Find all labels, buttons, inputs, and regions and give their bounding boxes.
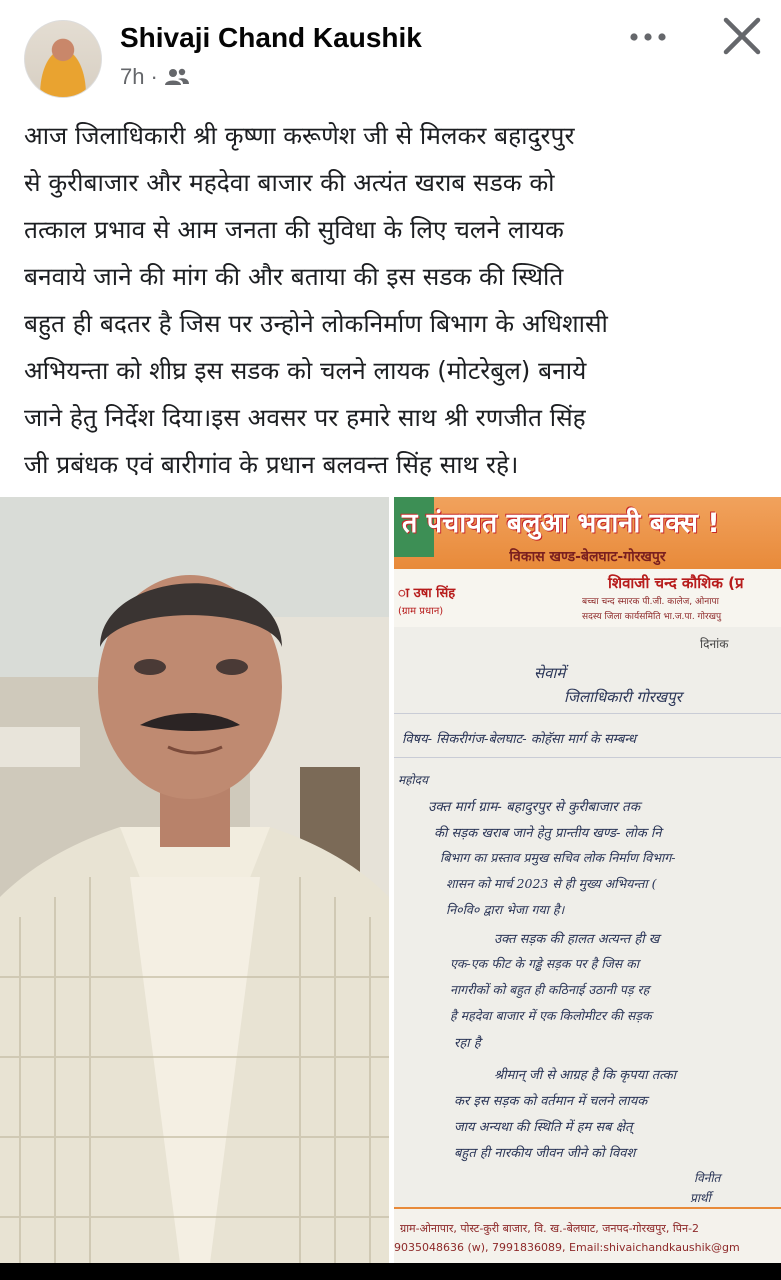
post-meta [120, 64, 190, 90]
post-text-line: बहुत ही बदतर है जिस पर उन्होने लोकनिर्माण बिभाग के अधिशासी [24, 309, 608, 338]
letter-footer [394, 1207, 781, 1263]
close-icon[interactable] [720, 14, 764, 58]
letter-right-line1: बच्चा चन्द स्मारक पी.जी. कालेज, ओनापा [582, 597, 719, 607]
post-text-line: अभियन्ता को शीघ्र इस सडक को चलने लायक (मोटरेबुल) बनाये [24, 356, 587, 385]
photo-letter[interactable] [394, 497, 781, 1263]
friends-icon [164, 67, 190, 87]
letter-subtitle: विकास खण्ड-बेलघाट-गोरखपुर [509, 549, 666, 565]
post-text-line: जाने हेतु निर्देश दिया।इस अवसर पर हमारे साथ श्री रणजीत सिंह [24, 403, 586, 432]
letter-body [394, 647, 781, 1207]
letter-right-line2: सदस्य जिला कार्यसमिति भा.ज.पा. गोरखपु [582, 612, 722, 622]
letter-date: दिनांक [700, 637, 729, 651]
letter-title: त पंचायत बलुआ भवानी बक्स ! [402, 508, 720, 539]
post-time[interactable]: 7h [120, 64, 145, 89]
letter-left-role: (ग्राम प्रधान) [398, 606, 444, 617]
letter-rule [394, 713, 781, 714]
handwriting-line: एक-एक फीट के गड्ढे सड़क पर है जिस का [450, 956, 640, 971]
handwriting-line: श्रीमान् जी से आग्रह है कि कृपया तत्का [494, 1068, 676, 1083]
handwriting-line: उक्त मार्ग ग्राम- बहादुरपुर से कुरीबाजार तक [428, 799, 641, 815]
post-header [0, 0, 781, 110]
handwriting-line: बहुत ही नारकीय जीवन जीने को विवश [454, 1146, 636, 1161]
handwriting-line: विनीत [694, 1171, 721, 1185]
photo-portrait[interactable] [0, 497, 389, 1263]
handwriting-line: की सड़क खराब जाने हेतु प्रान्तीय खण्ड- लोक नि [434, 826, 662, 841]
letter-footer-address: ग्राम-ओनापार, पोस्ट-कुरी बाजार, वि. ख.-बेलघाट, जनपद-गोरखपुर, पिन-2 [400, 1222, 700, 1235]
handwriting-line: प्रार्थी [690, 1191, 711, 1205]
handwriting-line: विषय- सिकरीगंज-बेलघाट- कोहॅसा मार्ग के सम्बन्ध [402, 732, 637, 747]
handwriting-line: है महदेवा बाजार में एक किलोमीटर की सड़क [450, 1008, 652, 1023]
post-text-line: जी प्रबंधक एवं बारीगांव के प्रधान बलवन्त सिंह साथ रहे। [24, 450, 519, 479]
letter-head [394, 497, 781, 627]
handwriting-line: नागरीकों को बहुत ही कठिनाई उठानी पड़ रह [450, 982, 650, 997]
handwriting-line: रहा है [454, 1036, 481, 1051]
handwriting-line: बिभाग का प्रस्ताव प्रमुख सचिव लोक निर्माण विभाग- [440, 850, 676, 865]
handwriting-line: नि०वि० द्वारा भेजा गया है। [446, 902, 565, 917]
handwriting-line: कर इस सड़क को वर्तमान में चलने लायक [454, 1094, 648, 1109]
post-text-line: से कुरीबाजार और महदेवा बाजार की अत्यंत खराब सडक को [24, 168, 555, 197]
handwriting-line: जिलाधिकारी गोरखपुर [564, 688, 682, 706]
meta-separator: · [150, 64, 158, 89]
letter-right-name: शिवाजी चन्द कौशिक (प्र [608, 574, 744, 592]
bottom-bar [0, 1263, 781, 1280]
handwriting-line: सेवामें [534, 664, 566, 682]
avatar[interactable] [24, 20, 102, 98]
portrait-illustration [0, 497, 389, 1263]
post-text-line: आज जिलाधिकारी श्री कृष्णा करूणेश जी से मिलकर बहादुरपुर [24, 121, 575, 150]
handwriting-line: शासन को मार्च 2023 से ही मुख्य अभियन्ता ( [446, 876, 657, 891]
letter-left-name: ा उषा सिंह [398, 586, 456, 601]
post-text-line: बनवाये जाने की मांग की और बताया की इस सडक की स्थिति [24, 262, 564, 291]
photo-grid [0, 497, 781, 1263]
letter-footer-contact: 9035048636 (w), 7991836089, Email:shivaichandkaushik@gm [394, 1241, 740, 1254]
handwriting-line: उक्त सड़क की हालत अत्यन्त ही ख [494, 932, 660, 947]
more-options-icon[interactable] [626, 22, 670, 52]
handwriting-line: जाय अन्यथा की स्थिति में हम सब क्षेत् [454, 1120, 633, 1135]
letter-rule [394, 757, 781, 758]
post-text-line: तत्काल प्रभाव से आम जनता की सुविधा के लिए चलने लायक [24, 215, 564, 244]
author-name[interactable]: Shivaji Chand Kaushik [120, 22, 422, 53]
post-text [24, 112, 768, 488]
handwriting-line: महोदय [398, 773, 428, 787]
